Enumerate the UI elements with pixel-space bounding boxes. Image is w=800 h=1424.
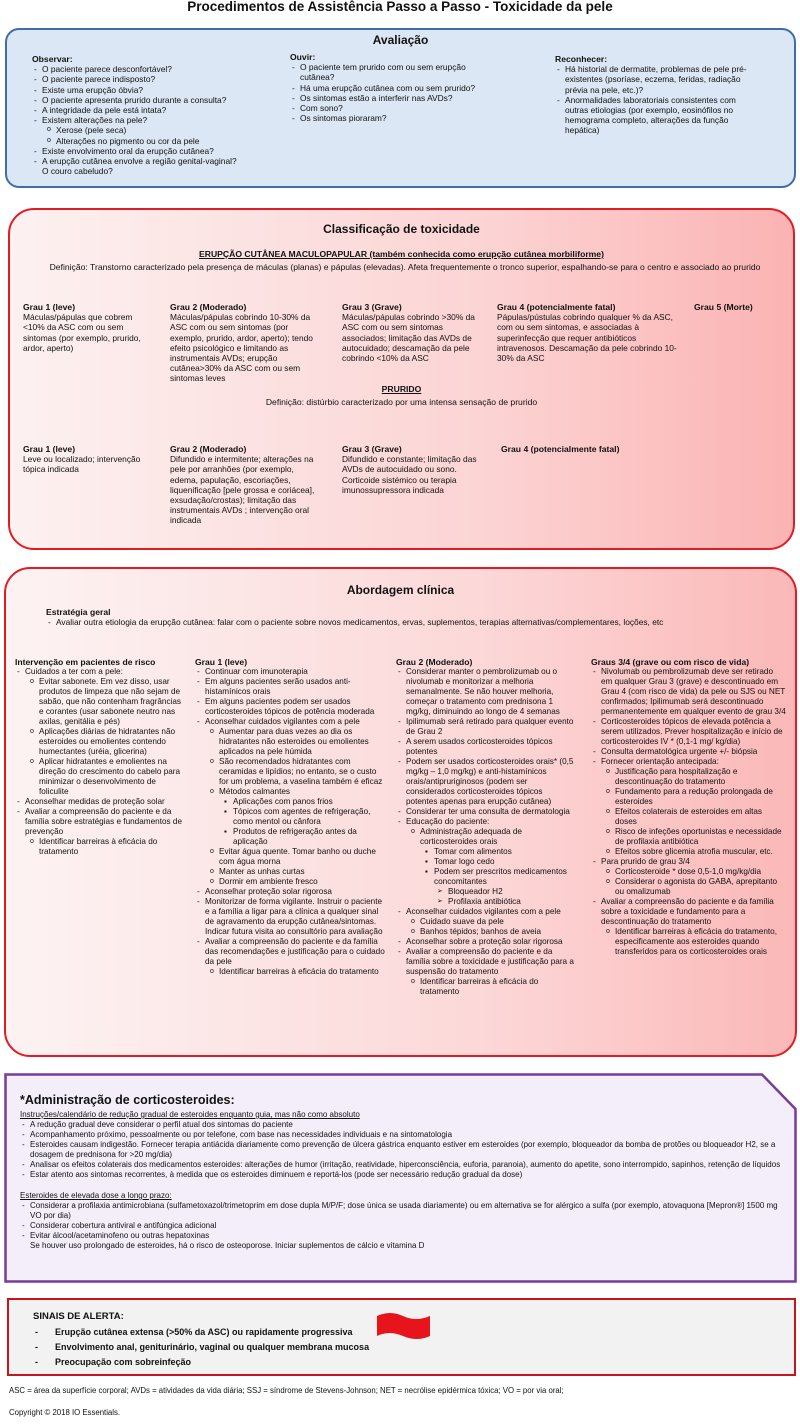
sublist-item: o Corticosteroide * dose 0,5-1,0 mg/kg/dia <box>615 867 786 877</box>
sublist-item: o Considerar o agonista do GABA, aprepitanto ou omalizumab <box>615 877 786 897</box>
reconhecer-column <box>555 54 755 136</box>
list-item-text: Avaliar a compreensão do paciente e da família sobre estratégias e fundamentos de prevenção <box>25 807 183 836</box>
list-item <box>406 907 576 937</box>
ouvir-label: Ouvir: <box>290 52 316 62</box>
sublist <box>25 677 183 797</box>
sublist <box>25 837 183 857</box>
list-item: - Monitorizar de forma vigilante. Instruir o paciente e a família a ligar para a clínica a qualquer sinal de agravamento da erupção cutânea/sintomas. Indicar futura visita ao consultório para avaliação <box>205 897 385 937</box>
erupcao-grade-1 <box>23 302 153 353</box>
alerta-item <box>35 1355 369 1370</box>
list-item: - Existe uma erupção óbvia? <box>42 85 237 95</box>
list-item: - Aconselhar sobre a proteção solar rigorosa <box>406 937 576 947</box>
alerta-panel <box>7 1298 796 1376</box>
sublist-item: o Evitar sabonete. Em vez disso, usar produtos de limpeza que não sejam de sabão, que não contenham fragrâncias e corantes (usar sabonete neutro nas axilas, genitália e pés) <box>39 677 183 727</box>
list-item: - Nivolumab ou pembrolizumab deve ser retirado em qualquer Grau 3 (grave) e descontinuado em Grau 4 (com risco de vida) da pele ou SJS ou NET confirmados; Ipilimumab será descontinuado permanentemente em qualquer evento de grau 3/4 <box>601 667 786 717</box>
sublist-item: o Aumentar para duas vezes ao dia os hidratantes não esteroides ou emolientes aplicados na pele húmida <box>219 727 385 757</box>
list-item-text: Aconselhar cuidados vigilantes com a pele <box>406 907 561 916</box>
alerta-item <box>35 1325 369 1340</box>
red-flag-icon <box>374 1310 434 1342</box>
sublist-item <box>219 787 385 847</box>
list-item: - Há historial de dermatite, problemas de pele pré-existentes (psoríase, eczema, feridas, radiação prévia na pele, etc.)? <box>565 64 755 95</box>
observar-column <box>32 54 237 176</box>
sublist-item: o Efeitos sobre glicemia atrofia muscular, etc. <box>615 847 786 857</box>
sub-sublist <box>219 797 385 847</box>
list-item: - Aconselhar medidas de proteção solar <box>25 797 183 807</box>
list-item-text: Cuidados a ter com a pele: <box>25 667 123 676</box>
abordagem-panel <box>4 567 797 1057</box>
grau2-heading: Grau 2 (Moderado) <box>396 657 473 667</box>
classificacao-panel <box>8 208 795 550</box>
sublist <box>601 867 786 897</box>
sublist <box>406 977 576 997</box>
list-item: - Em alguns pacientes podem ser usados corticosteroides tópicos de potência moderada <box>205 697 385 717</box>
arrow-list-item: ➢ Bloqueador H2 <box>448 887 576 897</box>
grau1-heading: Grau 1 (leve) <box>195 657 248 667</box>
list-item-text: Educação do paciente: <box>406 817 490 826</box>
corticosteroides-subheading-1: Instruções/calendário de redução gradual de esteroides enquanto guia, mas não como absoluto <box>20 1110 360 1119</box>
list-item: - O paciente parece indisposto? <box>42 74 237 84</box>
list-item-text: Aconselhar cuidados vigilantes com a pele <box>205 717 360 726</box>
grade-name: Grau 5 (Morte) <box>694 302 753 312</box>
sublist-item: o Manter as unhas curtas <box>219 867 385 877</box>
list-item: - Há uma erupção cutânea com ou sem prurido? <box>300 83 490 93</box>
list-item: - O paciente tem prurido com ou sem erupção cutânea? <box>300 62 490 82</box>
ouvir-column <box>290 52 490 123</box>
sublist-item: o Aplicar hidratantes e emolientes na direção do crescimento do cabelo para minimizar o desenvolvimento de foliculite <box>39 757 183 797</box>
risco-list <box>15 667 183 857</box>
risco-column <box>15 657 183 857</box>
prurido-grade-3 <box>342 444 477 495</box>
list-item: - O paciente apresenta prurido durante a consulta? <box>42 95 237 105</box>
list-item <box>406 947 576 997</box>
dash-icon: - <box>35 1357 38 1367</box>
grade-text: Difundido e intermitente; alterações na pele por arranhões (por exemplo, edema, papulação, escoriações, liquenificação [pele grossa e coriácea], exsudação/crostas); limitação das instrumentais AVDs ; intervenção oral indicada <box>170 454 315 526</box>
list-item-text: Fornecer orientação antecipada: <box>601 757 719 766</box>
prurido-grade-4 <box>501 444 691 454</box>
sub-sublist-item: ▪ Aplicações com panos frios <box>233 797 385 807</box>
sublist-item: o Aplicações diárias de hidratantes não esteroides ou emolientes contendo humectantes (uréia, glicerina) <box>39 727 183 757</box>
grade-name: Grau 1 (leve) <box>23 444 76 454</box>
list-item: - Os sintomas pioraram? <box>300 113 490 123</box>
sub-sublist-item: ▪ Produtos de refrigeração antes da aplicação <box>233 827 385 847</box>
corticosteroides-list-1 <box>20 1120 785 1180</box>
prurido-grade-2 <box>170 444 320 526</box>
page-title: Procedimentos de Assistência Passo a Passo - Toxicidade da pele <box>187 0 613 14</box>
list-item-text: Existem alterações na pele? <box>42 115 148 126</box>
list-item: - A redução gradual deve considerar o perfil atual dos sintomas do paciente <box>30 1120 785 1130</box>
alerta-heading: SINAIS DE ALERTA: <box>33 1311 124 1322</box>
prurido-grade-1 <box>23 444 158 475</box>
alerta-item-text: Envolvimento anal, geniturinário, vaginal ou qualquer membrana mucosa <box>55 1342 370 1352</box>
list-item: - Ipilimumab será retirado para qualquer evento de Grau 2 <box>406 717 576 737</box>
list-item: - Esteroides causam indigestão. Fornecer terapia antiácida diariamente como prevenção de úlcera gástrica enquanto estiver em esteroides (por exemplo, bloqueador da bomba de protões ou bloqueador H2, se a dosagem de prednisona for >20 mg/dia) <box>30 1140 785 1160</box>
risco-heading: Intervenção em pacientes de risco <box>15 657 156 667</box>
prurido-definition: Definição: distúrbio caracterizado por uma intensa sensação de prurido <box>265 397 538 407</box>
alerta-item <box>35 1340 369 1355</box>
list-item-text: Avaliar a compreensão do paciente e da família sobre a toxicidade e justificação para a suspensão do tratamento <box>406 947 574 976</box>
grade-text: Máculas/pápulas cobrindo 10-30% da ASC com ou sem sintomas (por exemplo, prurido, ardor, aperto); tendo efeito psicológico e limitando as instrumentais AVDs; erupção cutânea>30% da ASC com ou sem sintomas leves <box>170 312 313 384</box>
list-item: - Anormalidades laboratoriais consistentes com outras etiologias (por exemplo, eosinófilos no hemograma completo, alterações da função hepática) <box>565 95 755 136</box>
sublist <box>406 917 576 937</box>
grade-name: Grau 3 (Grave) <box>342 444 402 454</box>
list-item <box>25 807 183 857</box>
list-item-text: Avaliar a compreensão do paciente e da família sobre a toxicidade e fundamento para a descontinuação do tratamento <box>601 897 774 926</box>
list-item: - A serem usados corticosteroides tópicos potentes <box>406 737 576 757</box>
grau34-list <box>591 667 786 957</box>
list-item: - Acompanhamento próximo, pessoalmente ou por telefone, com base nas necessidades individuais e na sintomatologia <box>30 1130 785 1140</box>
estrategia-list <box>46 617 786 627</box>
list-item: - Evitar álcool/acetaminofeno ou outras hepatoxinas <box>30 1231 785 1241</box>
list-item: - Considerar manter o pembrolizumab ou o nivolumab e monitorizar a melhoria semanalmente. Se não houver melhoria, começar o tratamento com prednisona 1 mg/kg, diminuindo ao longo de 4 semanas <box>406 667 576 717</box>
sublist-item: o Alterações no pigmento ou cor da pele <box>56 136 237 146</box>
list-item: - Considerar cobertura antiviral e antifúngica adicional <box>30 1221 785 1231</box>
alerta-item-text: Preocupação com sobreinfeção <box>55 1357 192 1367</box>
alerta-list <box>35 1325 369 1370</box>
list-item: - A erupção cutânea envolve a região genital-vaginal? O couro cabeludo? <box>42 156 237 176</box>
erupcao-definition: Definição: Transtorno caracterizado pela presença de máculas (planas) e pápulas (elevadas). Afeta frequentemente o tronco superior, espalhando-se para o centro e associado ao prurido <box>49 262 761 272</box>
sublist <box>205 727 385 887</box>
sublist-item: o Banhos tépidos; banhos de aveia <box>420 927 576 937</box>
classificacao-heading: Classificação de toxicidade <box>323 222 480 236</box>
sublist-item: o Fundamento para a redução prolongada de esteroides <box>615 787 786 807</box>
list-item: - Consulta dermatológica urgente +/- biópsia <box>601 747 786 757</box>
grade-text: Máculas/pápulas que cobrem <10% da ASC com ou sem sintomas (por exemplo, prurido, ardor, aperto) <box>23 312 141 353</box>
sub-sublist-item <box>434 867 576 907</box>
grade-name: Grau 4 (potencialmente fatal) <box>497 302 616 312</box>
reconhecer-label: Reconhecer: <box>555 54 608 64</box>
sub-sublist-item: ▪ Tomar com alimentos <box>434 847 576 857</box>
list-item: - Existe envolvimento oral da erupção cutânea? <box>42 146 237 156</box>
corticosteroides-content <box>20 1110 785 1251</box>
sublist-item <box>420 827 576 907</box>
observar-list <box>32 64 237 176</box>
list-item <box>601 857 786 897</box>
list-item: - Os sintomas estão a interferir nas AVDs? <box>300 93 490 103</box>
sublist-item: o Identificar barreiras à eficácia do tratamento <box>219 967 385 977</box>
list-item: - Podem ser usados corticosteroides orais* (0,5 mg/kg – 1,0 mg/kg) e anti-histamínicos orais/antipruriginosos (podem ser considerados corticosteroides tópicos potentes apenas para erupção cutânea) <box>406 757 576 807</box>
sublist-item-text: Métodos calmantes <box>219 787 290 796</box>
abbreviations: ASC = área da superfície corporal; AVDs = atividades da vida diária; SSJ = síndrome de Stevens-Johnson; NET = necrólise epidérmica tóxica; VO = por via oral; <box>9 1386 564 1395</box>
alerta-item-text: Erupção cutânea extensa (>50% da ASC) ou rapidamente progressiva <box>55 1327 353 1337</box>
sublist-item: o Risco de infeções oportunistas e necessidade de profilaxia antibiótica <box>615 827 786 847</box>
grau34-column <box>591 657 786 957</box>
avaliacao-heading: Avaliação <box>372 33 429 47</box>
list-item <box>205 717 385 887</box>
ouvir-list <box>290 62 490 123</box>
corticosteroides-heading: *Administração de corticosteroides: <box>20 1093 235 1107</box>
observar-label: Observar: <box>32 54 73 64</box>
list-item: - Em alguns pacientes serão usados anti-histamínicos orais <box>205 677 385 697</box>
corticosteroides-tail: Se houver uso prolongado de esteroides, há o risco de osteoporose. Iniciar suplementos de cálcio e vitamina D <box>30 1241 425 1250</box>
list-item: - Aconselhar proteção solar rigorosa <box>205 887 385 897</box>
sublist <box>406 827 576 907</box>
list-item <box>601 757 786 857</box>
sublist-item: o Cuidado suave da pele <box>420 917 576 927</box>
sublist-item: o Identificar barreiras à eficácia do tratamento, especificamente aos esteroides quando transferidos para os corticosteroides orais <box>615 927 786 957</box>
grau1-list <box>195 667 385 977</box>
list-item-text: Para prurido de grau 3/4 <box>601 857 690 866</box>
erupcao-grade-4 <box>497 302 682 363</box>
corticosteroides-list-2 <box>20 1201 785 1241</box>
grade-name: Grau 2 (Moderado) <box>170 444 247 454</box>
list-item: - O paciente parece desconfortável? <box>42 64 237 74</box>
grau34-heading: Graus 3/4 (grave ou com risco de vida) <box>591 657 750 667</box>
sub-sublist-item: ▪ Tomar logo cedo <box>434 857 576 867</box>
list-item <box>42 115 237 146</box>
sublist-item-text: Administração adequada de corticosteroides orais <box>420 827 522 846</box>
arrow-list <box>434 887 576 907</box>
erupcao-grade-3 <box>342 302 482 363</box>
erupcao-title: ERUPÇÃO CUTÂNEA MACULOPAPULAR (também conhecida como erupção cutânea morbiliforme) <box>199 249 604 259</box>
grade-name: Grau 1 (leve) <box>23 302 76 312</box>
grade-text: Leve ou localizado; intervenção tópica indicada <box>23 454 141 475</box>
list-item: - Considerar a profilaxia antimicrobiana (sulfametoxazol/trimetoprim em dose dupla M/P/F; dose única se usada diariamente) ou em alternativa se for alérgico a sulfa (por exemplo, atovaquona [Mepron®] 1500 mg VO por dia) <box>30 1201 785 1221</box>
sub-sublist-item: ▪ Tópicos com agentes de refrigeração, como mentol ou cânfora <box>233 807 385 827</box>
copyright: Copyright © 2018 IO Essentials. <box>9 1408 121 1417</box>
sublist-item: o Identificar barreiras à eficácia do tratamento <box>39 837 183 857</box>
list-item: - Com sono? <box>300 103 490 113</box>
list-item: - A integridade da pele está intata? <box>42 105 237 115</box>
list-item <box>406 817 576 907</box>
sublist-item: o Efeitos colaterais de esteroides em altas doses <box>615 807 786 827</box>
list-item <box>25 667 183 797</box>
list-item: - Estar atento aos sintomas recorrentes, à medida que os esteroides diminuem e reportá-los (pode ser necessário redução gradual da dose) <box>30 1170 785 1180</box>
erupcao-grade-2 <box>170 302 320 384</box>
sub-sublist-item-text: Podem ser prescritos medicamentos concomitantes <box>434 867 567 886</box>
list-item: - Continuar com imunoterapia <box>205 667 385 677</box>
grade-text: Pápulas/pústulas cobrindo qualquer % da ASC, com ou sem sintomas, e associadas à superinfecção que requer antibióticos intravenosos. Descamação da pele cobrindo 10-30% da ASC <box>497 312 677 364</box>
sublist-item: o Xerose (pele seca) <box>56 125 237 135</box>
sublist-item: o Identificar barreiras à eficácia do tratamento <box>420 977 576 997</box>
dash-icon: - <box>35 1342 38 1352</box>
sublist-item: o Evitar água quente. Tomar banho ou duche com água morna <box>219 847 385 867</box>
sub-sublist <box>420 847 576 907</box>
arrow-list-item: ➢ Profilaxia antibiótica <box>448 897 576 907</box>
grade-text: Difundido e constante; limitação das AVDs de autocuidado ou sono. Corticoide sistémico ou terapia imunossupressora indicada <box>342 454 477 495</box>
list-item: - Avaliar outra etiologia da erupção cutânea: falar com o paciente sobre novos medicamentos, ervas, suplementos, terapias alternativas/complementares, loções, etc <box>56 617 786 627</box>
sublist-item: o São recomendados hidratantes com ceramidas e lipídios; no entanto, se o custo for um problema, a vaselina também é eficaz <box>219 757 385 787</box>
grade-name: Grau 4 (potencialmente fatal) <box>501 444 620 454</box>
reconhecer-list <box>555 64 755 135</box>
grau1-column <box>195 657 385 977</box>
sublist <box>601 767 786 857</box>
abordagem-heading: Abordagem clínica <box>346 583 455 597</box>
estrategia-label: Estratégia geral <box>46 607 111 617</box>
sublist <box>601 927 786 957</box>
list-item: - Considerar ter uma consulta de dermatologia <box>406 807 576 817</box>
list-item: - Analisar os efeitos colaterais dos medicamentos esteroides: alterações de humor (irritação, reatividade, hiperconsciência, euforia, paranoia), aumento do apetite, sono interrompido, sapinhos, retenção de líquidos <box>30 1160 785 1170</box>
sublist <box>42 125 237 145</box>
list-item: - Corticosteroides tópicos de elevada potência a serem utilizados. Prever hospitalização e início de corticosteroides IV * (0,1-1 mg/ kg/dia) <box>601 717 786 747</box>
corticosteroides-subheading-2: Esteroides de elevada dose a longo prazo: <box>20 1191 172 1200</box>
grau2-column <box>396 657 576 997</box>
dash-icon: - <box>35 1327 38 1337</box>
list-item <box>205 937 385 977</box>
erupcao-grade-5 <box>694 302 784 312</box>
grade-name: Grau 2 (Moderado) <box>170 302 247 312</box>
prurido-title: PRURIDO <box>381 384 422 394</box>
list-item-text: Avaliar a compreensão do paciente e da família das recomendações e justificação para o cuidado da pele <box>205 937 385 966</box>
grau2-list <box>396 667 576 997</box>
corticosteroides-panel <box>4 1073 797 1283</box>
sublist-item: o Dormir em ambiente fresco <box>219 877 385 887</box>
sublist-item: o Justificação para hospitalização e descontinuação do tratamento <box>615 767 786 787</box>
avaliacao-panel <box>5 28 796 188</box>
list-item <box>601 897 786 957</box>
sublist <box>205 967 385 977</box>
grade-text: Máculas/pápulas cobrindo >30% da ASC com ou sem sintomas associados; limitação das AVDs de autocuidado; descamação da pele cobrindo <10% da ASC <box>342 312 475 364</box>
estrategia-geral <box>46 607 786 627</box>
grade-name: Grau 3 (Grave) <box>342 302 402 312</box>
